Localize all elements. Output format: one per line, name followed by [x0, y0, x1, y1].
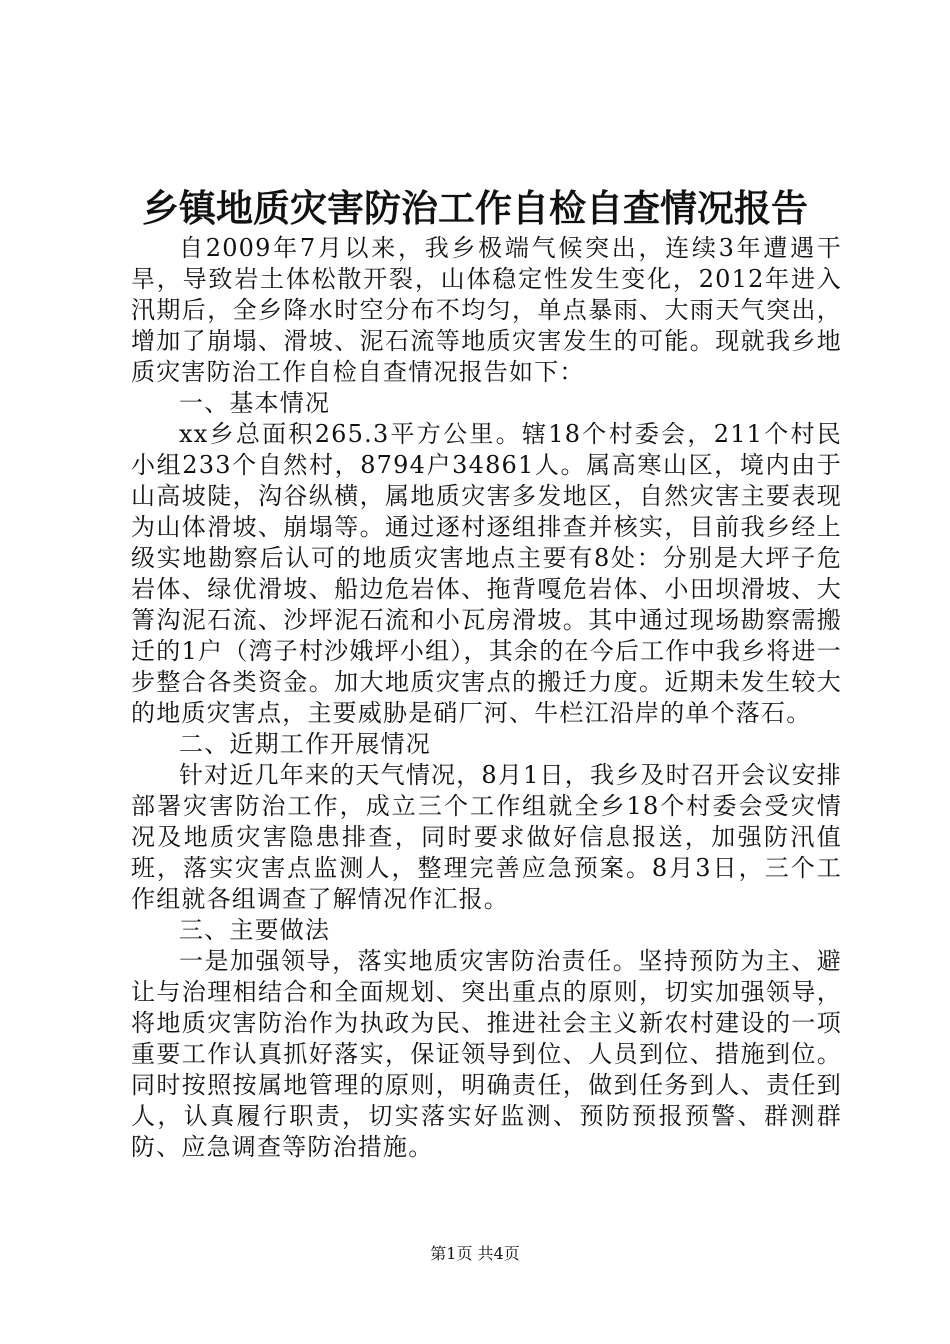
basic-situation-paragraph: xx乡总面积265.3平方公里。辖18个村委会，211个村民小组233个自然村，8794户34861人。属高寒山区，境内由于山高坡陡，沟谷纵横，属地质灾害多发地区，自然灾害主要表现为山体滑坡、崩塌等。通过逐村逐组排查并核实，目前我乡经上级实地勘察后认可的地质灾害地点主要有8处：分别是大坪子危岩体、绿优滑坡、船边危岩体、拖背嘎危岩体、小田坝滑坡、大箐沟泥石流、沙坪泥石流和小瓦房滑坡。其中通过现场勘察需搬迁的1户（湾子村沙娥坪小组），其余的在今后工作中我乡将进一步整合各类资金。加大地质灾害点的搬迁力度。近期未发生较大的地质灾害点，主要威胁是硝厂河、牛栏江沿岸的单个落石。 [131, 420, 842, 727]
main-practices-paragraph: 一是加强领导，落实地质灾害防治责任。坚持预防为主、避让与治理相结合和全面规划、突出重点的原则，切实加强领导，将地质灾害防治作为执政为民、推进社会主义新农村建设的一项重要工作认真抓好落实，保证领导到位、人员到位、措施到位。同时按照按属地管理的原则，明确责任，做到任务到人、责任到人，认真履行职责，切实落实好监测、预防预报预警、群测群防、应急调查等防治措施。 [131, 947, 842, 1161]
recent-work-paragraph: 针对近几年来的天气情况，8月1日，我乡及时召开会议安排部署灾害防治工作，成立三个工作组就全乡18个村委会受灾情况及地质灾害隐患排查，同时要求做好信息报送，加强防汛值班，落实灾害点监测人，整理完善应急预案。8月3日，三个工作组就各组调查了解情况作汇报。 [131, 761, 842, 913]
intro-paragraph: 自2009年7月以来，我乡极端气候突出，连续3年遭遇干旱，导致岩土体松散开裂，山体稳定性发生变化，2012年进入汛期后，全乡降水时空分布不均匀，单点暴雨、大雨天气突出，增加了崩塌、滑坡、泥石流等地质灾害发生的可能。现就我乡地质灾害防治工作自检自查情况报告如下： [131, 234, 842, 386]
document-body [131, 233, 842, 1163]
section-heading-basic-situation: 一、基本情况 [179, 389, 331, 417]
page-number-footer: 第1页 共4页 [430, 1244, 520, 1263]
document-title: 乡镇地质灾害防治工作自检自查情况报告 [142, 186, 808, 230]
section-heading-recent-work: 二、近期工作开展情况 [179, 730, 431, 758]
section-heading-main-practices: 三、主要做法 [179, 916, 331, 944]
